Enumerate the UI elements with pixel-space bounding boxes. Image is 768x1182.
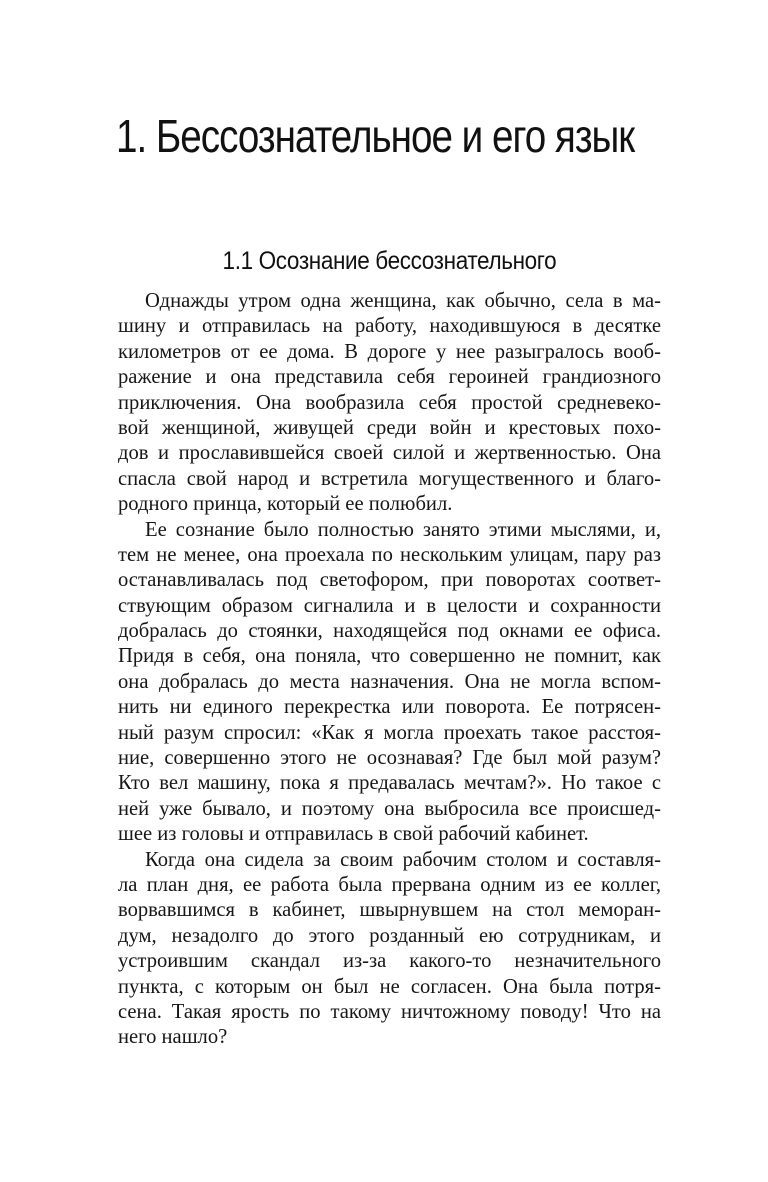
text-line: приключения. Она вообразила себя простой средневеко-	[118, 391, 661, 414]
text-line: километров от ее дома. В дороге у нее разыгралось вооб-	[118, 340, 661, 363]
text-line: тем не менее, она проехала по нескольким улицам, пару раз	[118, 543, 661, 566]
text-line: родного принца, который ее полюбил.	[118, 493, 453, 516]
text-line: Кто вел машину, пока я предавалась мечтам?». Но такое с	[118, 772, 661, 795]
text-line: ней уже бывало, и поэтому она выбросила все происшед-	[118, 797, 661, 820]
chapter-title: 1. Бессознательное и его язык	[116, 110, 635, 162]
text-line: шину и отправилась на работу, находившуюся в десятке	[118, 315, 661, 338]
text-line: устроившим скандал из-за какого-то незначительного	[118, 950, 661, 973]
paragraph	[118, 518, 661, 848]
text-line: Когда она сидела за своим рабочим столом и составля-	[145, 848, 661, 871]
text-line: него нашло?	[118, 1026, 228, 1049]
text-line: Однажды утром одна женщина, как обычно, села в ма-	[145, 290, 661, 312]
text-line: дов и прославившейся своей силой и жертвенностью. Она	[118, 442, 661, 465]
paragraph	[118, 289, 661, 518]
text-line: ствующим образом сигналила и в целости и сохранности	[118, 594, 661, 617]
text-line: сена. Такая ярость по такому ничтожному поводу! Что на	[118, 1000, 661, 1023]
text-line: пункта, с которым он был не согласен. Она была потря-	[118, 975, 661, 998]
section-title-text: 1.1 Осознание бессознательного	[222, 247, 557, 275]
text-line: Придя в себя, она поняла, что совершенно не помнит, как	[118, 645, 661, 668]
text-line: нить ни единого перекрестка или поворота. Ее потрясен-	[118, 696, 661, 719]
text-line: дум, незадолго до этого розданный ею сотрудникам, и	[118, 924, 661, 947]
text-line: останавливалась под светофором, при поворотах соответ-	[118, 569, 661, 592]
text-line: вой женщиной, живущей среди войн и крестовых похо-	[118, 416, 661, 439]
text-line: Ее сознание было полностью занято этими мыслями, и,	[145, 518, 661, 541]
text-line: ла план дня, ее работа была прервана одним из ее коллег,	[118, 873, 661, 896]
text-line: добралась до стоянки, находящейся под окнами ее офиса.	[118, 620, 661, 643]
text-line: ворвавшимся в кабинет, швырнувшем на стол меморан-	[118, 899, 661, 922]
text-line: ражение и она представила себя героиней грандиозного	[118, 366, 661, 389]
text-line: шее из головы и отправилась в свой рабочий кабинет.	[118, 823, 589, 846]
body-text	[118, 289, 661, 1051]
text-line: она добралась до места назначения. Она не могла вспом-	[118, 670, 661, 693]
text-line: спасла свой народ и встретила могущественного и благо-	[118, 467, 661, 490]
paragraph	[118, 848, 661, 1051]
text-line: ный разум спросил: «Как я могла проехать такое расстоя-	[118, 721, 661, 744]
section-title	[118, 244, 661, 278]
text-line: ние, совершенно этого не осознавая? Где был мой разум?	[118, 747, 661, 770]
